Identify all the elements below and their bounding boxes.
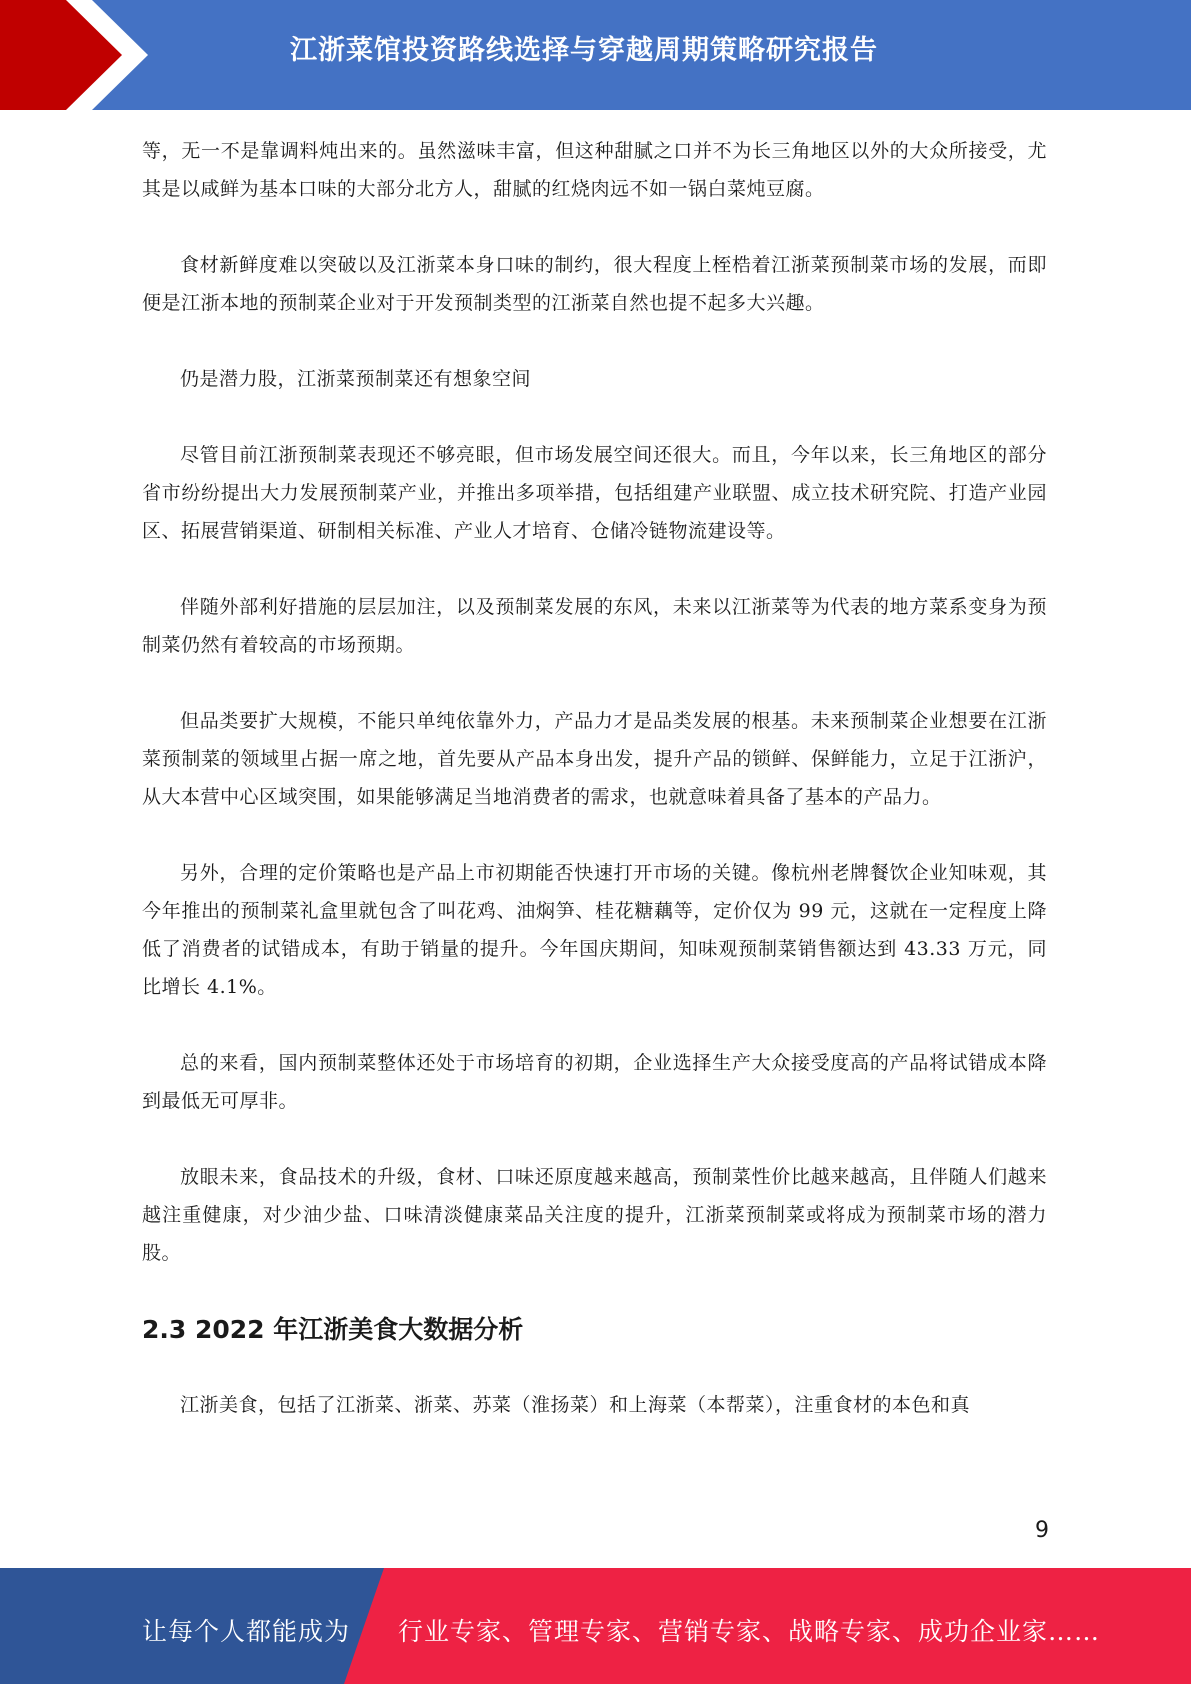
page-body [142,132,1047,1462]
header-chevron-decoration [0,0,160,110]
paragraph: 等，无一不是靠调料炖出来的。虽然滋味丰富，但这种甜腻之口并不为长三角地区以外的大众所接受，尤其是以咸鲜为基本口味的大部分北方人，甜腻的红烧肉远不如一锅白菜炖豆腐。 [142,140,1047,200]
paragraph: 伴随外部利好措施的层层加注，以及预制菜发展的东风，未来以江浙菜等为代表的地方菜系变身为预制菜仍然有着较高的市场预期。 [142,596,1047,656]
paragraph: 另外，合理的定价策略也是产品上市初期能否快速打开市场的关键。像杭州老牌餐饮企业知味观，其今年推出的预制菜礼盒里就包含了叫花鸡、油焖笋、桂花糖藕等，定价仅为 99 元，这就在一定程度上降低了消费者的试错成本，有助于销量的提升。今年国庆期间，知味观预制菜销售额达到 43.33 万元，同比增长 4.1%。 [142,862,1047,998]
report-title: 江浙菜馆投资路线选择与穿越周期策略研究报告 [290,35,878,66]
paragraph: 江浙美食，包括了江浙菜、浙菜、苏菜（淮扬菜）和上海菜（本帮菜），注重食材的本色和真 [180,1394,971,1416]
page-footer [0,1568,1191,1684]
footer-slogan-right: 行业专家、管理专家、营销专家、战略专家、成功企业家…… [398,1617,1101,1646]
footer-slogan-left: 让每个人都能成为 [142,1617,351,1646]
paragraph: 放眼未来，食品技术的升级，食材、口味还原度越来越高，预制菜性价比越来越高，且伴随人们越来越注重健康，对少油少盐、口味清淡健康菜品关注度的提升，江浙菜预制菜或将成为预制菜市场的潜力股。 [142,1166,1047,1264]
paragraph: 总的来看，国内预制菜整体还处于市场培育的初期，企业选择生产大众接受度高的产品将试错成本降到最低无可厚非。 [142,1052,1047,1112]
page-header [0,0,1191,110]
subsection-title: 仍是潜力股，江浙菜预制菜还有想象空间 [180,368,532,390]
section-heading: 2.3 2022 年江浙美食大数据分析 [142,1315,524,1344]
paragraph: 食材新鲜度难以突破以及江浙菜本身口味的制约，很大程度上桎梏着江浙菜预制菜市场的发展，而即便是江浙本地的预制菜企业对于开发预制类型的江浙菜自然也提不起多大兴趣。 [142,254,1047,314]
page-number: 9 [1035,1518,1049,1543]
paragraph: 但品类要扩大规模，不能只单纯依靠外力，产品力才是品类发展的根基。未来预制菜企业想要在江浙菜预制菜的领域里占据一席之地，首先要从产品本身出发，提升产品的锁鲜、保鲜能力，立足于江浙沪，从大本营中心区域突围，如果能够满足当地消费者的需求，也就意味着具备了基本的产品力。 [142,710,1047,808]
paragraph: 尽管目前江浙预制菜表现还不够亮眼，但市场发展空间还很大。而且，今年以来，长三角地区的部分省市纷纷提出大力发展预制菜产业，并推出多项举措，包括组建产业联盟、成立技术研究院、打造产业园区、拓展营销渠道、研制相关标准、产业人才培育、仓储冷链物流建设等。 [142,444,1047,542]
